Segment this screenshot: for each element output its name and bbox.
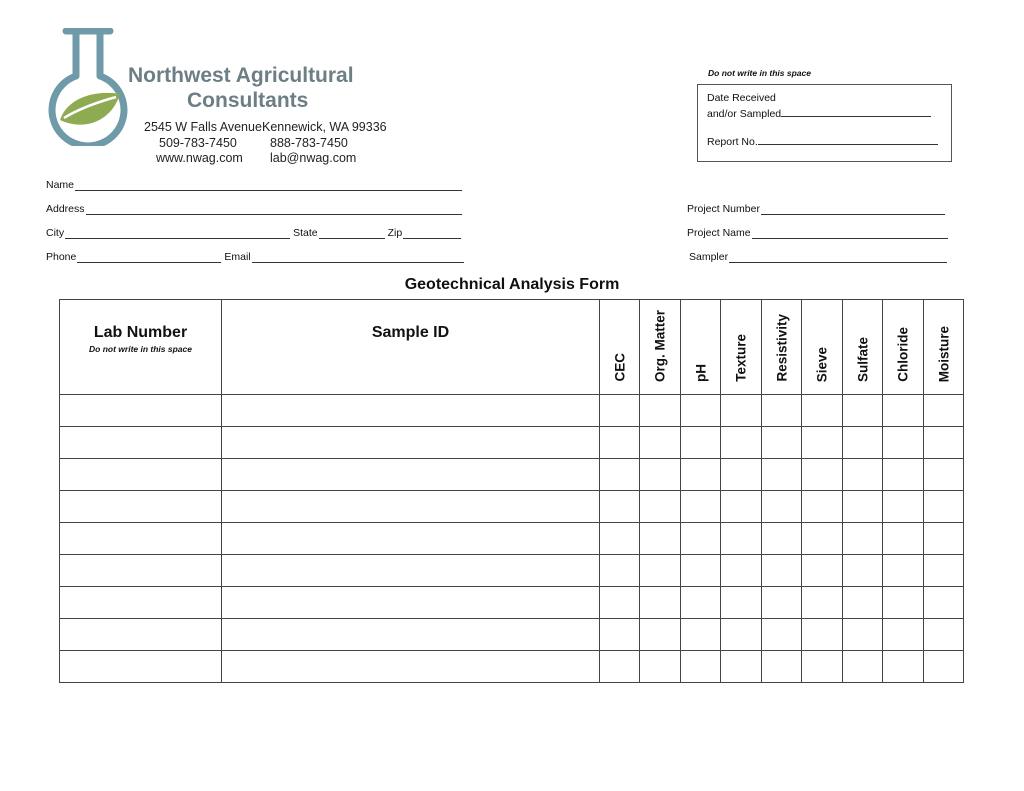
test-checkbox-cell[interactable]	[843, 459, 883, 491]
test-checkbox-cell[interactable]	[843, 619, 883, 651]
test-checkbox-cell[interactable]	[762, 491, 802, 523]
test-checkbox-cell[interactable]	[762, 587, 802, 619]
test-checkbox-cell[interactable]	[802, 587, 843, 619]
test-checkbox-cell[interactable]	[802, 427, 843, 459]
test-checkbox-cell[interactable]	[843, 491, 883, 523]
test-checkbox-cell[interactable]	[802, 619, 843, 651]
test-checkbox-cell[interactable]	[883, 619, 924, 651]
test-checkbox-cell[interactable]	[681, 619, 721, 651]
test-checkbox-cell[interactable]	[843, 523, 883, 555]
table-row	[60, 491, 964, 523]
test-checkbox-cell[interactable]	[924, 459, 964, 491]
company-phone-2: 888-783-7450	[270, 136, 348, 150]
table-row	[60, 587, 964, 619]
lab-number-note: Do not write in this space	[89, 344, 192, 354]
test-checkbox-cell[interactable]	[600, 459, 640, 491]
office-use-note: Do not write in this space	[708, 68, 811, 78]
test-checkbox-cell[interactable]	[924, 619, 964, 651]
test-header-label: Resistivity	[774, 314, 789, 382]
test-checkbox-cell[interactable]	[883, 395, 924, 427]
sample-id-cell[interactable]	[222, 651, 600, 683]
test-checkbox-cell[interactable]	[640, 555, 681, 587]
test-checkbox-cell[interactable]	[883, 651, 924, 683]
test-checkbox-cell[interactable]	[640, 651, 681, 683]
sampler-field[interactable]	[689, 251, 950, 263]
sample-id-header-label: Sample ID	[371, 324, 450, 341]
form-title: Geotechnical Analysis Form	[404, 276, 620, 293]
sample-id-cell[interactable]	[222, 619, 600, 651]
lab-number-cell[interactable]	[60, 587, 222, 619]
table-body	[60, 395, 964, 683]
test-checkbox-cell[interactable]	[681, 587, 721, 619]
test-header-ph	[681, 300, 721, 395]
test-checkbox-cell[interactable]	[600, 491, 640, 523]
test-checkbox-cell[interactable]	[924, 491, 964, 523]
test-checkbox-cell[interactable]	[843, 651, 883, 683]
date-received-field[interactable]	[707, 106, 931, 120]
test-checkbox-cell[interactable]	[600, 619, 640, 651]
test-checkbox-cell[interactable]	[762, 427, 802, 459]
project-name-field[interactable]	[687, 227, 951, 239]
flask-leaf-logo-icon	[46, 28, 130, 146]
test-checkbox-cell[interactable]	[883, 459, 924, 491]
test-checkbox-cell[interactable]	[802, 523, 843, 555]
test-checkbox-cell[interactable]	[883, 523, 924, 555]
project-name-label: Project Name	[687, 227, 751, 239]
test-checkbox-cell[interactable]	[681, 395, 721, 427]
sample-id-cell[interactable]	[222, 491, 600, 523]
table-row	[60, 619, 964, 651]
test-header-label: Texture	[733, 334, 749, 382]
sample-id-cell[interactable]	[222, 555, 600, 587]
test-checkbox-cell[interactable]	[762, 555, 802, 587]
lab-number-cell[interactable]	[60, 459, 222, 491]
zip-label: Zip	[387, 227, 403, 239]
test-header-label: Sulfate	[855, 336, 870, 382]
test-checkbox-cell[interactable]	[721, 523, 762, 555]
report-no-label: Report No.	[707, 136, 758, 148]
office-use-box	[697, 84, 952, 162]
test-checkbox-cell[interactable]	[681, 427, 721, 459]
test-checkbox-cell[interactable]	[924, 523, 964, 555]
test-checkbox-cell[interactable]	[802, 555, 843, 587]
table-row	[60, 651, 964, 683]
name-label: Name	[46, 179, 75, 191]
test-header-label: Chloride	[895, 327, 911, 382]
test-header-moisture	[924, 300, 964, 395]
test-checkbox-cell[interactable]	[681, 651, 721, 683]
sample-id-cell[interactable]	[222, 523, 600, 555]
table-row	[60, 395, 964, 427]
test-checkbox-cell[interactable]	[600, 395, 640, 427]
test-checkbox-cell[interactable]	[600, 651, 640, 683]
company-phone-1: 509-783-7450	[159, 136, 237, 150]
city-state-zip-fields[interactable]	[46, 227, 464, 239]
test-header-chloride	[883, 300, 924, 395]
test-checkbox-cell[interactable]	[600, 587, 640, 619]
test-checkbox-cell[interactable]	[802, 459, 843, 491]
test-checkbox-cell[interactable]	[721, 555, 762, 587]
test-header-label: pH	[693, 364, 708, 382]
test-checkbox-cell[interactable]	[681, 459, 721, 491]
test-checkbox-cell[interactable]	[762, 619, 802, 651]
test-checkbox-cell[interactable]	[924, 427, 964, 459]
city-label: City	[46, 227, 65, 239]
company-email[interactable]: lab@nwag.com	[270, 151, 357, 165]
test-checkbox-cell[interactable]	[883, 491, 924, 523]
table-row	[60, 523, 964, 555]
test-header-label: Sieve	[814, 346, 830, 382]
test-checkbox-cell[interactable]	[924, 555, 964, 587]
test-checkbox-cell[interactable]	[640, 523, 681, 555]
test-checkbox-cell[interactable]	[802, 395, 843, 427]
company-name-line2: Consultants	[187, 89, 309, 112]
test-checkbox-cell[interactable]	[640, 427, 681, 459]
test-checkbox-cell[interactable]	[843, 555, 883, 587]
test-checkbox-cell[interactable]	[721, 651, 762, 683]
lab-number-cell[interactable]	[60, 491, 222, 523]
table-header-row	[60, 300, 964, 395]
test-header-label: Moisture	[936, 325, 951, 382]
test-header-sieve	[802, 300, 843, 395]
company-city-state-zip: Kennewick, WA 99336	[262, 120, 387, 134]
lab-number-cell[interactable]	[60, 619, 222, 651]
test-checkbox-cell[interactable]	[721, 459, 762, 491]
test-checkbox-cell[interactable]	[721, 587, 762, 619]
sample-id-cell[interactable]	[222, 587, 600, 619]
lab-number-header-label: Lab Number	[93, 324, 188, 341]
test-header-org-matter	[640, 300, 681, 395]
table-row	[60, 555, 964, 587]
test-checkbox-cell[interactable]	[924, 587, 964, 619]
project-number-field[interactable]	[687, 203, 948, 215]
test-checkbox-cell[interactable]	[600, 523, 640, 555]
company-website[interactable]: www.nwag.com	[156, 151, 243, 165]
email-label: Email	[224, 251, 251, 263]
test-header-label: Org. Matter	[652, 309, 668, 382]
sample-id-cell[interactable]	[222, 395, 600, 427]
test-checkbox-cell[interactable]	[681, 523, 721, 555]
test-checkbox-cell[interactable]	[640, 491, 681, 523]
sample-id-cell[interactable]	[222, 427, 600, 459]
test-checkbox-cell[interactable]	[924, 651, 964, 683]
test-checkbox-cell[interactable]	[762, 459, 802, 491]
table-row	[60, 459, 964, 491]
sample-id-header	[222, 300, 600, 395]
sample-id-cell[interactable]	[222, 459, 600, 491]
lab-number-header	[60, 300, 222, 395]
test-checkbox-cell[interactable]	[681, 491, 721, 523]
test-checkbox-cell[interactable]	[883, 427, 924, 459]
state-label: State	[293, 227, 318, 239]
test-checkbox-cell[interactable]	[681, 555, 721, 587]
date-received-label: Date Received	[707, 92, 776, 104]
test-checkbox-cell[interactable]	[762, 523, 802, 555]
sampler-label: Sampler	[689, 251, 729, 263]
test-checkbox-cell[interactable]	[843, 427, 883, 459]
project-number-label: Project Number	[687, 203, 760, 215]
test-header-texture	[721, 300, 762, 395]
test-checkbox-cell[interactable]	[640, 459, 681, 491]
test-checkbox-cell[interactable]	[721, 491, 762, 523]
address-field[interactable]	[46, 203, 465, 215]
lab-number-cell[interactable]	[60, 523, 222, 555]
test-checkbox-cell[interactable]	[762, 651, 802, 683]
test-checkbox-cell[interactable]	[883, 555, 924, 587]
test-checkbox-cell[interactable]	[640, 395, 681, 427]
test-checkbox-cell[interactable]	[640, 619, 681, 651]
test-checkbox-cell[interactable]	[843, 395, 883, 427]
test-checkbox-cell[interactable]	[600, 555, 640, 587]
test-checkbox-cell[interactable]	[721, 427, 762, 459]
lab-number-cell[interactable]	[60, 427, 222, 459]
test-checkbox-cell[interactable]	[600, 427, 640, 459]
test-header-cec	[600, 300, 640, 395]
table-row	[60, 427, 964, 459]
test-checkbox-cell[interactable]	[762, 395, 802, 427]
lab-number-cell[interactable]	[60, 395, 222, 427]
phone-label: Phone	[46, 251, 77, 263]
test-checkbox-cell[interactable]	[802, 491, 843, 523]
test-checkbox-cell[interactable]	[721, 619, 762, 651]
lab-number-cell[interactable]	[60, 651, 222, 683]
test-header-resistivity	[762, 300, 802, 395]
company-name-line1: Northwest Agricultural	[128, 64, 354, 87]
test-checkbox-cell[interactable]	[924, 395, 964, 427]
test-checkbox-cell[interactable]	[721, 395, 762, 427]
date-sampled-label: and/or Sampled	[707, 108, 782, 120]
test-checkbox-cell[interactable]	[843, 587, 883, 619]
address-label: Address	[46, 203, 85, 215]
test-header-sulfate	[843, 300, 883, 395]
analysis-table	[59, 299, 964, 683]
name-field[interactable]	[46, 179, 465, 191]
test-checkbox-cell[interactable]	[640, 587, 681, 619]
lab-number-cell[interactable]	[60, 555, 222, 587]
test-header-label: CEC	[612, 353, 627, 382]
report-no-field[interactable]	[707, 134, 938, 148]
company-street: 2545 W Falls Avenue	[144, 120, 262, 134]
phone-email-fields[interactable]	[46, 251, 467, 263]
test-checkbox-cell[interactable]	[883, 587, 924, 619]
test-checkbox-cell[interactable]	[802, 651, 843, 683]
